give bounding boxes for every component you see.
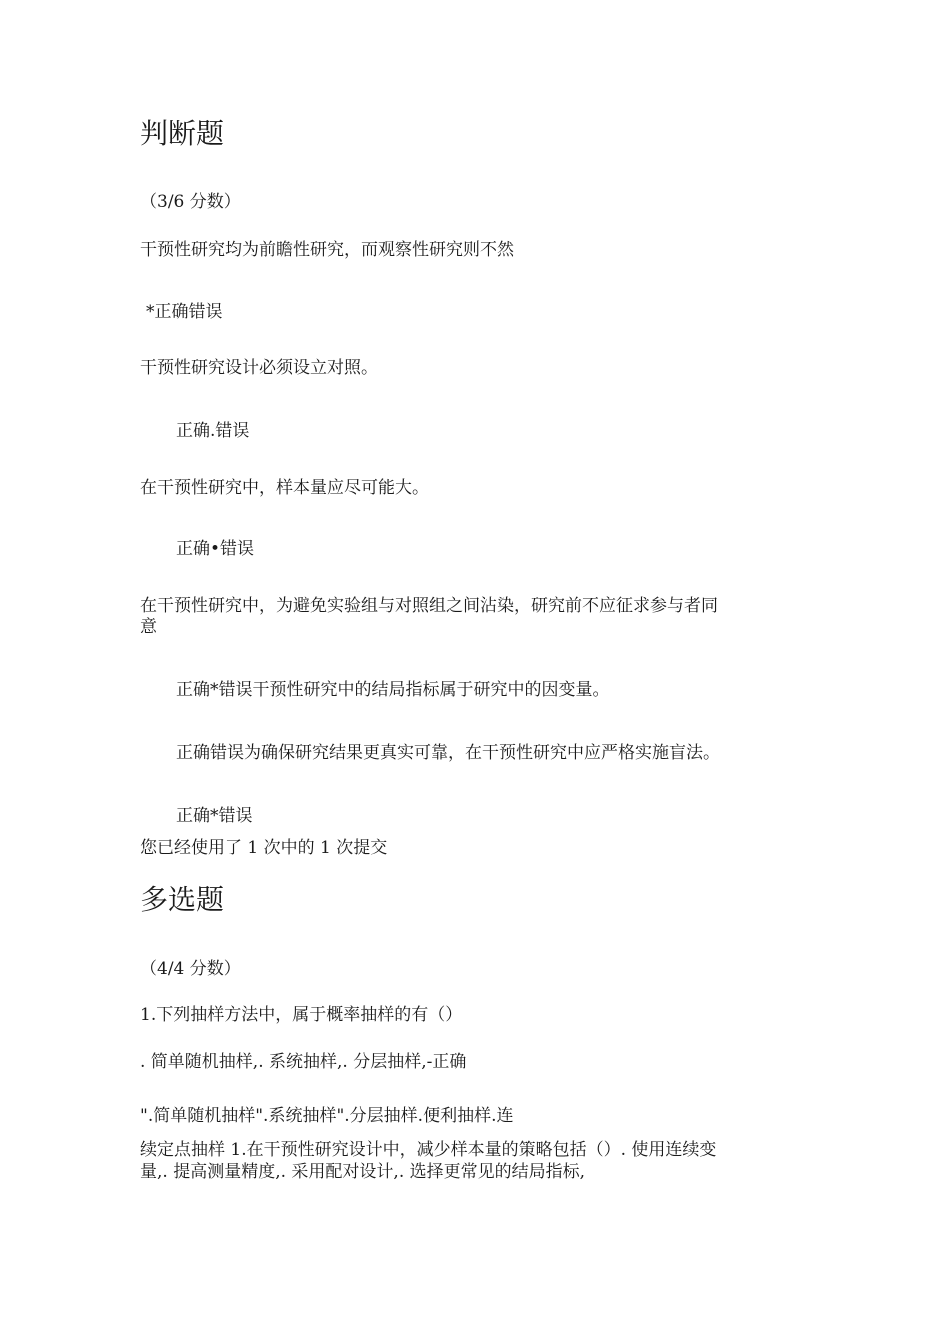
judge-answer-2[interactable]: 正确.错误 xyxy=(176,421,250,441)
judge-answer-4-question-5[interactable]: 正确*错误干预性研究中的结局指标属于研究中的因变量。 xyxy=(176,680,610,700)
judge-question-3: 在干预性研究中，样本量应尽可能大。 xyxy=(140,478,429,498)
judge-answer-3[interactable]: 正确•错误 xyxy=(176,539,255,559)
judge-section-title: 判断题 xyxy=(140,117,225,150)
judge-question-4-line-2: 意 xyxy=(140,617,157,637)
judge-question-1: 干预性研究均为前瞻性研究，而观察性研究则不然 xyxy=(140,240,514,260)
judge-question-4-line-1: 在干预性研究中，为避免实验组与对照组之间沾染，研究前不应征求参与者同 xyxy=(140,596,718,616)
multi-answer-1-options[interactable]: ".简单随机抽样".系统抽样".分层抽样.便利抽样.连 xyxy=(140,1106,514,1126)
judge-answer-6[interactable]: 正确*错误 xyxy=(176,806,253,826)
multi-score: （4/4 分数） xyxy=(140,959,241,979)
judge-answer-1[interactable]: *正确错误 xyxy=(146,302,223,322)
multi-answer-1[interactable]: . 简单随机抽样,. 系统抽样,. 分层抽样,-正确 xyxy=(140,1052,467,1072)
multi-question-2-line-2: 量,. 提高测量精度,. 采用配对设计,. 选择更常见的结局指标, xyxy=(140,1162,586,1182)
multi-question-1: 1.下列抽样方法中，属于概率抽样的有（） xyxy=(140,1005,463,1025)
multi-section-title: 多选题 xyxy=(140,883,225,916)
judge-submission-info: 您已经使用了 1 次中的 1 次提交 xyxy=(140,838,388,858)
judge-answer-5-question-6[interactable]: 正确错误为确保研究结果更真实可靠，在干预性研究中应严格实施盲法。 xyxy=(176,743,720,763)
judge-score: （3/6 分数） xyxy=(140,192,241,212)
multi-question-2-line-1: 续定点抽样 1.在干预性研究设计中，减少样本量的策略包括（）. 使用连续变 xyxy=(140,1140,717,1160)
judge-question-2: 干预性研究设计必须设立对照。 xyxy=(140,358,378,378)
